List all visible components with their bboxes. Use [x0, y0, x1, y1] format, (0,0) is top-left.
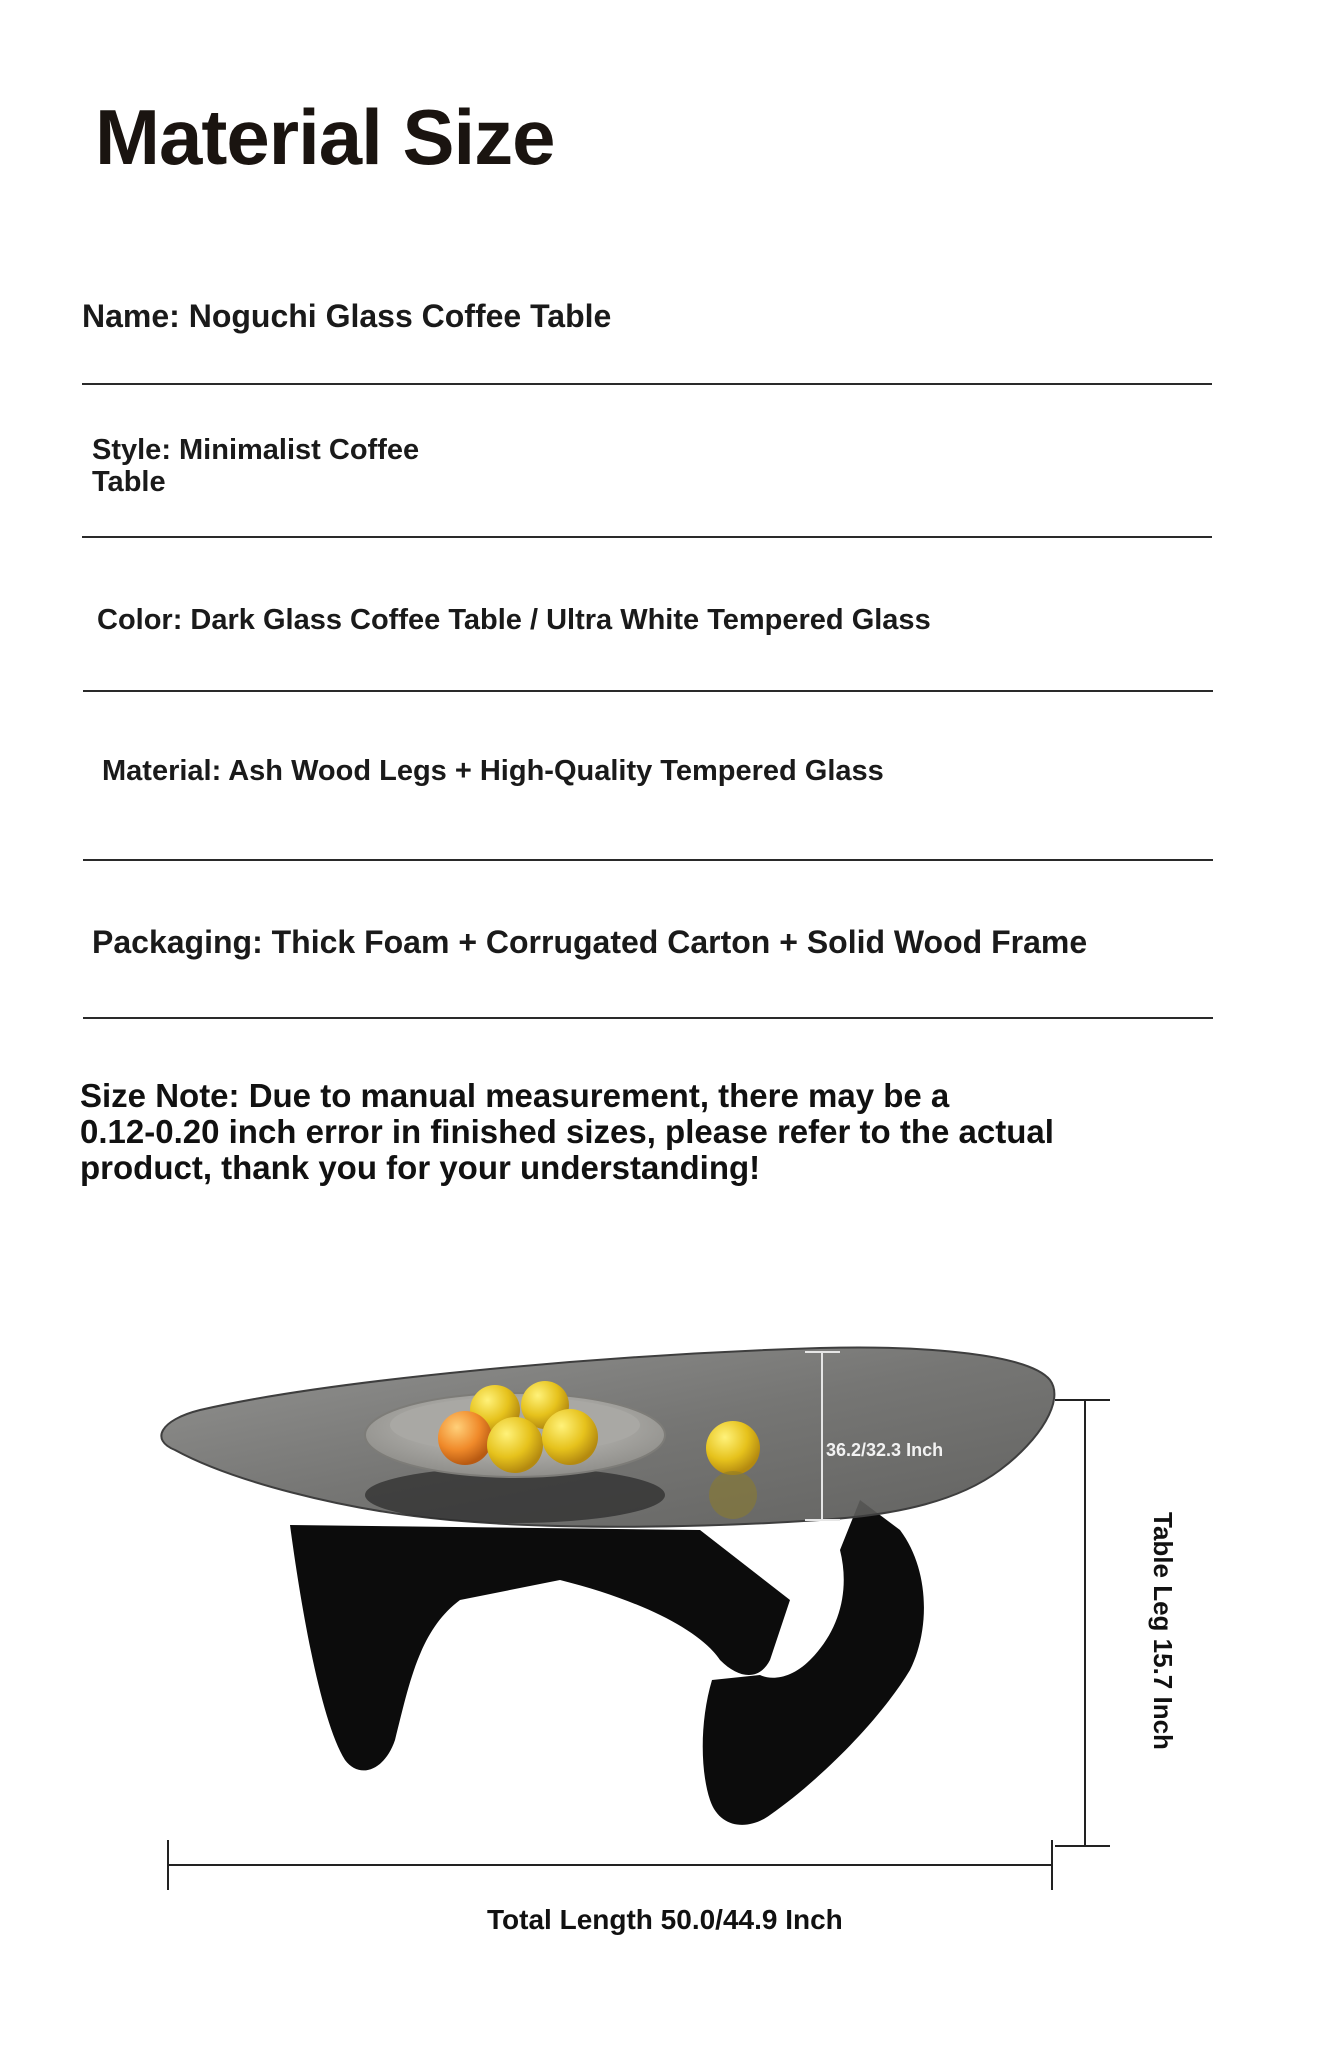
size-note-line1: Size Note: Due to manual measurement, there may be a	[80, 1077, 950, 1114]
size-note-line2: 0.12-0.20 inch error in finished sizes, please refer to the actual	[80, 1113, 1054, 1150]
divider	[82, 383, 1212, 385]
spec-style-line2: Table	[92, 466, 166, 498]
total-length-label: Total Length 50.0/44.9 Inch	[487, 1904, 843, 1935]
spec-style-line1: Style: Minimalist Coffee	[92, 434, 420, 466]
divider	[83, 859, 1213, 861]
table-legs	[290, 1500, 924, 1825]
size-note-line3: product, thank you for your understanding!	[80, 1149, 761, 1186]
spec-color: Color: Dark Glass Coffee Table / Ultra White Tempered Glass	[97, 604, 931, 636]
divider	[83, 690, 1213, 692]
spec-packaging: Packaging: Thick Foam + Corrugated Carton + Solid Wood Frame	[92, 924, 1088, 960]
spec-material: Material: Ash Wood Legs + High-Quality Tempered Glass	[102, 755, 884, 787]
leg-height-label: Table Leg 15.7 Inch	[1148, 1512, 1178, 1750]
spec-name: Name: Noguchi Glass Coffee Table	[82, 298, 612, 334]
divider	[82, 536, 1212, 538]
page-title: Material Size	[95, 93, 555, 181]
divider	[83, 1017, 1213, 1019]
spec-style	[92, 434, 419, 498]
size-note	[80, 1078, 1080, 1186]
width-dimension-label: 36.2/32.3 Inch	[826, 1440, 944, 1460]
